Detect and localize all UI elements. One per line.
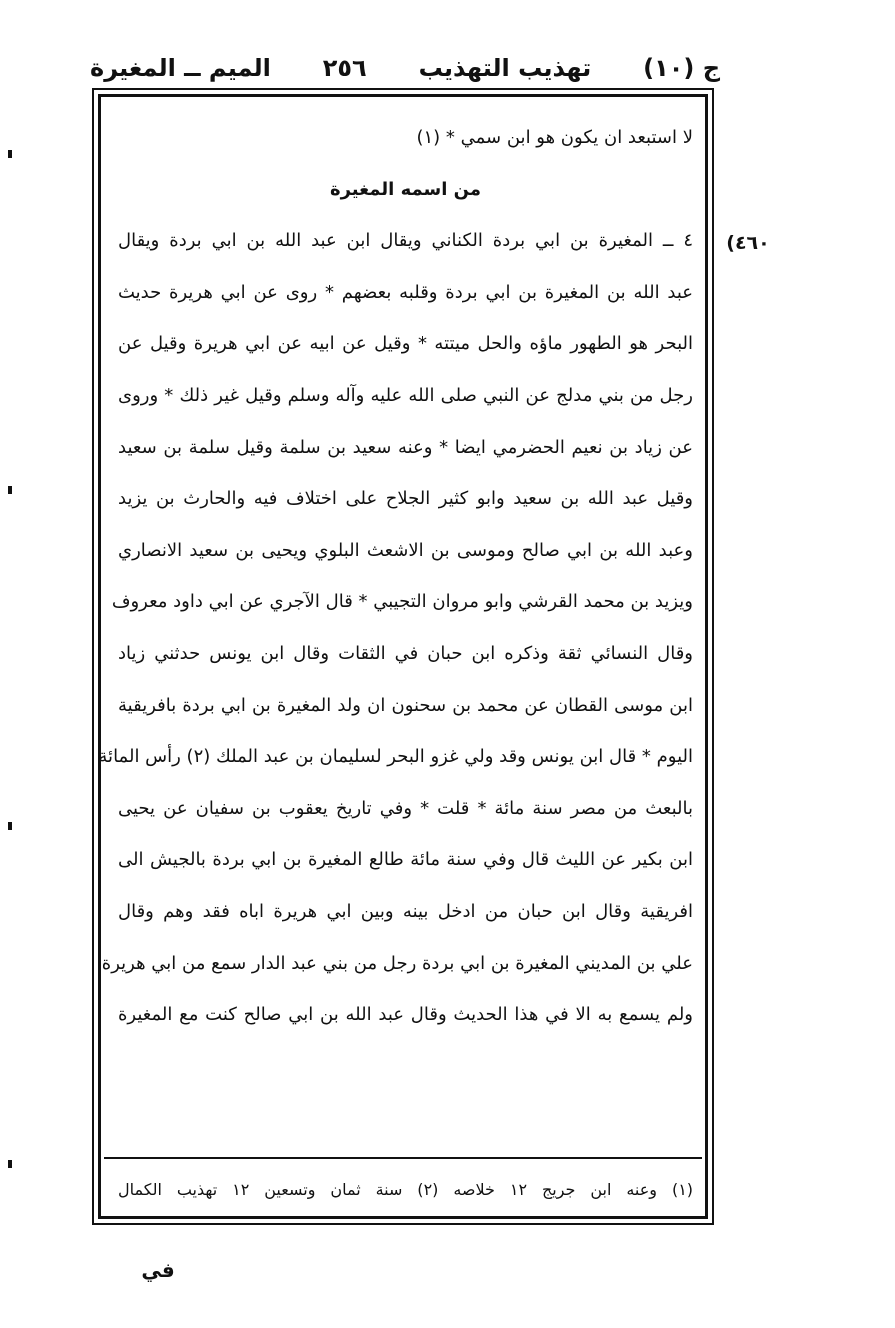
text-line: ٤ ــ المغيرة بن ابي بردة الكناني ويقال ابن عبد الله بن ابي بردة ويقال	[118, 230, 693, 252]
catchword: في	[141, 1258, 175, 1282]
header-page-number: ٢٥٦	[322, 54, 367, 82]
text-line: ولم يسمع به الا في هذا الحديث وقال عبد الله بن ابي صالح كنت مع المغيرة	[118, 1004, 693, 1026]
text-line: عن زياد بن نعيم الحضرمي ايضا * وعنه سعيد بن سلمة وقيل سلمة بن سعيد	[118, 436, 693, 458]
text-line: اليوم * قال ابن يونس وقد ولي غزو البحر لسليمان بن عبد الملك (٢) رأس المائة	[98, 746, 693, 768]
section-heading: من اسمه المغيرة	[329, 178, 482, 200]
scan-edge-mark	[8, 150, 12, 158]
text-line: افريقية وقال ابن حبان من ادخل بينه وبين ابي هريرة اباه فقد وهم وقال	[118, 900, 693, 922]
text-line: ويزيد بن محمد القرشي وابو مروان التجيبي * قال الآجري عن ابي داود معروف	[111, 591, 693, 613]
text-line: علي بن المديني المغيرة بن ابي بردة رجل من بني عبد الدار سمع من ابي هريرة	[101, 952, 693, 974]
scan-edge-mark	[8, 486, 12, 494]
header-volume: ج (١٠)	[643, 54, 720, 82]
text-line: رجل من بني مدلج عن النبي صلى الله عليه وآله وسلم وقيل غير ذلك * وروى	[118, 384, 693, 406]
text-line: ابن بكير عن الليث قال وفي سنة مائة طالع المغيرة بن ابي بردة بالجيش الى	[118, 849, 693, 871]
text-line: البحر هو الطهور ماؤه والحل ميتته * وقيل عن ابيه عن ابي هريرة وقيل عن	[118, 333, 693, 355]
scan-edge-mark	[8, 822, 12, 830]
text-line: ابن موسى القطان عن محمد بن سحنون ان ولد المغيرة بن ابي بردة بافريقية	[118, 694, 693, 716]
scan-edge-mark	[8, 1160, 12, 1168]
header-book-title: تهذيب التهذيب	[418, 54, 592, 82]
text-line: عبد الله بن المغيرة بن ابي بردة وقلبه بعضهم * روى عن ابي هريرة حديث	[118, 281, 693, 303]
margin-entry-number: ٤٦٠)	[726, 232, 770, 254]
text-line: بالبعث من مصر سنة مائة * قلت * وفي تاريخ يعقوب بن سفيان عن يحيى	[118, 797, 693, 819]
footnote-text: (١) وعنه ابن جريج ١٢ خلاصه (٢) سنة ثمان وتسعين ١٢ تهذيب الكمال	[118, 1180, 694, 1199]
text-line: وقيل عبد الله بن سعيد وابو كثير الجلاح على اختلاف فيه والحارث بن يزيد	[118, 488, 693, 510]
footnote-divider	[104, 1157, 702, 1159]
text-line: وعبد الله بن ابي صالح وموسى بن الاشعث البلوي ويحيى بن سعيد الانصاري	[118, 539, 693, 561]
text-line: لا استبعد ان يكون هو ابن سمي * (١)	[416, 127, 693, 148]
header-section: الميم ــ المغيرة	[90, 54, 271, 82]
running-header	[90, 48, 720, 88]
main-text	[98, 112, 693, 1041]
text-line: وقال النسائي ثقة وذكره ابن حبان في الثقات وقال ابن يونس حدثني زياد	[118, 642, 693, 664]
